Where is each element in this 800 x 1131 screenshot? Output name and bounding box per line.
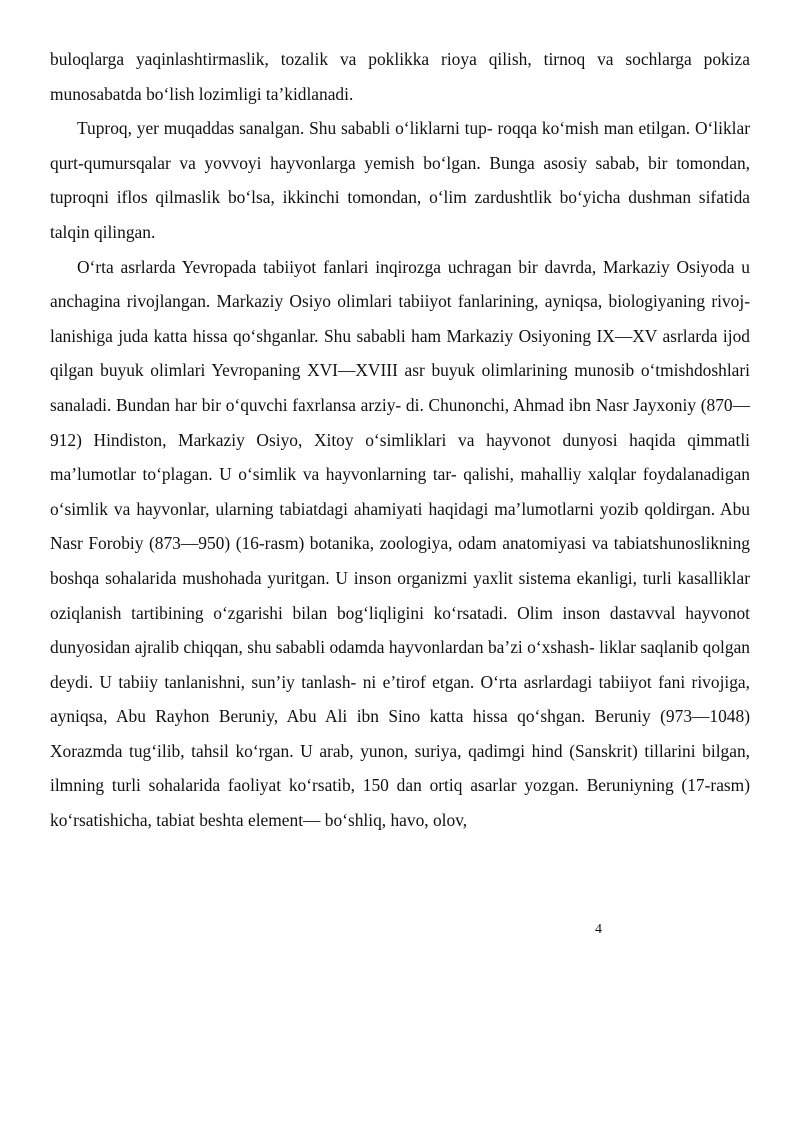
paragraph-continuation: buloqlarga yaqinlashtirmaslik, tozalik va poklikka rioya qilish, tirnoq va sochlarga pokiza munosabatda bo‘lish lozimligi ta’kidlanadi.	[50, 49, 750, 104]
body-text	[50, 42, 750, 838]
paragraph-burial: Tuproq, yer muqaddas sanalgan. Shu sababli o‘liklarni tup- roqqa ko‘mish man etilgan. O‘liklar qurt-qumursqalar va yovvoyi hayvonlarga yemish bo‘lgan. Bunga asosiy sabab, bir tomondan, tuproqni iflos qilmaslik bo‘lsa, ikkinchi tomondan, o‘lim zardushtlik bo‘yicha dushman sifatida talqin qilingan.	[50, 118, 750, 242]
paragraph-medieval-science: O‘rta asrlarda Yevropada tabiiyot fanlari inqirozga uchragan bir davrda, Markaziy Osiyoda u anchagina rivojlangan. Markaziy Osiyo olimlari tabiiyot fanlarining, ayniqsa, biologiyaning rivoj- lanishiga juda katta hissa qo‘shganlar. Shu sababli ham Markaziy Osiyoning IX—XV asrlarda ijod qilgan buyuk olimlari Yevropaning XVI—XVIII asr buyuk olimlarining munosib o‘tmishdoshlari sanaladi. Bundan har bir o‘quvchi faxrlansa arziy- di. Chunonchi, Ahmad ibn Nasr Jayxoniy (870—912) Hindiston, Markaziy Osiyo, Xitoy o‘simliklari va hayvonot dunyosi haqida qimmatli ma’lumotlar to‘plagan. U o‘simlik va hayvonlarning tar- qalishi, mahalliy xalqlar foydalanadigan o‘simlik va hayvonlar, ularning tabiatdagi ahamiyati haqidagi ma’lumotlarni yozib qoldirgan. Abu Nasr Forobiy (873—950) (16-rasm) botanika, zoologiya, odam anatomiyasi va tabiatshunoslikning boshqa sohalarida mushohada yuritgan. U inson organizmi yaxlit sistema ekanligi, turli kasalliklar oziqlanish tartibining o‘zgarishi bilan bog‘liqligini ko‘rsatadi. Olim inson dastavval hayvonot dunyosidan ajralib chiqqan, shu sababli odamda hayvonlardan ba’zi o‘xshash- liklar saqlanib qolgan deydi. U tabiiy tanlanishni, sun’iy tanlash- ni e’tirof etgan. O‘rta asrlardagi tabiiyot fani rivojiga, ayniqsa, Abu Rayhon Beruniy, Abu Ali ibn Sino katta hissa qo‘shgan. Beruniy (973—1048) Xorazmda tug‘ilib, tahsil ko‘rgan. U arab, yunon, suriya, qadimgi hind (Sanskrit) tillarini bilgan, ilmning turli sohalarida faoliyat ko‘rsatib, 150 dan ortiq asarlar yozgan. Beruniyning (17-rasm) ko‘rsatishicha, tabiat beshta element— bo‘shliq, havo, olov,	[50, 256, 750, 831]
page-number: 4	[595, 922, 602, 937]
